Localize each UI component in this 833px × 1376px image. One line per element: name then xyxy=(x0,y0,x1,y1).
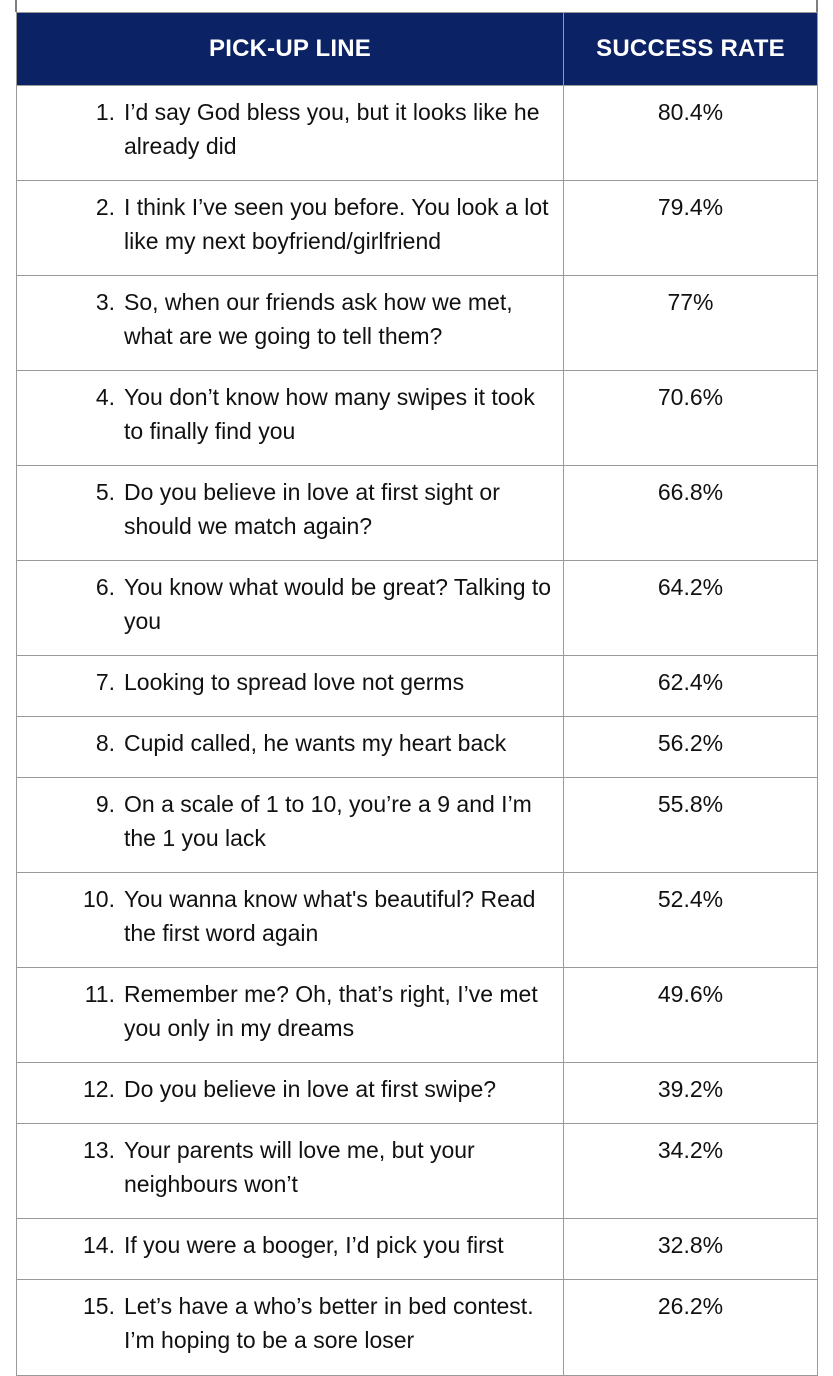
pickup-line-text: On a scale of 1 to 10, you’re a 9 and I’m the 1 you lack xyxy=(124,791,532,851)
pickup-line-text: Your parents will love me, but your neighbours won’t xyxy=(124,1137,475,1197)
row-number: 2. xyxy=(95,194,115,220)
table-row xyxy=(17,1124,818,1219)
table-row xyxy=(17,371,818,466)
success-rate-cell: 32.8% xyxy=(564,1219,818,1280)
row-number: 3. xyxy=(95,289,115,315)
pickup-line-text: Let’s have a who’s better in bed contest. I’m hoping to be a sore loser xyxy=(124,1293,534,1353)
header-row xyxy=(17,13,818,86)
pickup-line-cell xyxy=(17,778,564,873)
pickup-line-cell xyxy=(17,1124,564,1219)
pickup-line-text: Remember me? Oh, that’s right, I’ve met you only in my dreams xyxy=(124,981,538,1041)
pickup-line-cell xyxy=(17,717,564,778)
header-success-rate: SUCCESS RATE xyxy=(564,13,818,86)
success-rate-cell: 49.6% xyxy=(564,968,818,1063)
pickup-line-cell xyxy=(17,181,564,276)
row-number: 10. xyxy=(83,886,115,912)
table-row xyxy=(17,86,818,181)
pickup-line-cell xyxy=(17,86,564,181)
row-number: 14. xyxy=(83,1232,115,1258)
header-pickup-line: PICK-UP LINE xyxy=(17,13,564,86)
pickup-lines-table xyxy=(16,12,818,1376)
pickup-line-cell xyxy=(17,968,564,1063)
pickup-line-text: Do you believe in love at first sight or should we match again? xyxy=(124,479,500,539)
table-row xyxy=(17,1063,818,1124)
table-row xyxy=(17,968,818,1063)
pickup-line-cell xyxy=(17,873,564,968)
pickup-line-text: You wanna know what's beautiful? Read the first word again xyxy=(124,886,536,946)
pickup-line-cell xyxy=(17,561,564,656)
pickup-line-cell xyxy=(17,466,564,561)
table-row xyxy=(17,873,818,968)
row-number: 13. xyxy=(83,1137,115,1163)
table-row xyxy=(17,778,818,873)
row-number: 8. xyxy=(95,730,115,756)
pickup-line-cell xyxy=(17,1280,564,1376)
success-rate-cell: 62.4% xyxy=(564,656,818,717)
pickup-line-text: You don’t know how many swipes it took to finally find you xyxy=(124,384,535,444)
pickup-line-text: You know what would be great? Talking to you xyxy=(124,574,552,634)
pickup-line-text: So, when our friends ask how we met, what are we going to tell them? xyxy=(124,289,513,349)
table-row xyxy=(17,1219,818,1280)
pickup-line-text: I think I’ve seen you before. You look a lot like my next boyfriend/girlfriend xyxy=(124,194,549,254)
page-edge-right xyxy=(816,0,818,12)
success-rate-cell: 77% xyxy=(564,276,818,371)
table-header xyxy=(17,13,818,86)
pickup-line-cell xyxy=(17,1219,564,1280)
table-row xyxy=(17,276,818,371)
success-rate-cell: 52.4% xyxy=(564,873,818,968)
success-rate-cell: 56.2% xyxy=(564,717,818,778)
success-rate-cell: 80.4% xyxy=(564,86,818,181)
table-row xyxy=(17,561,818,656)
row-number: 11. xyxy=(84,981,115,1007)
pickup-line-cell xyxy=(17,656,564,717)
pickup-line-cell xyxy=(17,371,564,466)
pickup-line-text: If you were a booger, I’d pick you first xyxy=(124,1232,504,1258)
table-body xyxy=(17,86,818,1376)
row-number: 15. xyxy=(83,1293,115,1319)
pickup-line-text: I’d say God bless you, but it looks like he already did xyxy=(124,99,540,159)
row-number: 7. xyxy=(95,669,115,695)
table-row xyxy=(17,656,818,717)
row-number: 6. xyxy=(95,574,115,600)
row-number: 4. xyxy=(95,384,115,410)
success-rate-cell: 64.2% xyxy=(564,561,818,656)
pickup-line-text: Looking to spread love not germs xyxy=(124,669,465,695)
row-number: 5. xyxy=(95,479,115,505)
success-rate-cell: 39.2% xyxy=(564,1063,818,1124)
table-row xyxy=(17,181,818,276)
pickup-line-text: Do you believe in love at first swipe? xyxy=(124,1076,497,1102)
success-rate-cell: 34.2% xyxy=(564,1124,818,1219)
table-row xyxy=(17,717,818,778)
row-number: 12. xyxy=(83,1076,115,1102)
success-rate-cell: 79.4% xyxy=(564,181,818,276)
pickup-line-text: Cupid called, he wants my heart back xyxy=(124,730,507,756)
success-rate-cell: 70.6% xyxy=(564,371,818,466)
success-rate-cell: 26.2% xyxy=(564,1280,818,1376)
row-number: 1. xyxy=(95,99,115,125)
success-rate-cell: 55.8% xyxy=(564,778,818,873)
page-edge-left xyxy=(15,0,17,12)
row-number: 9. xyxy=(95,791,115,817)
pickup-line-cell xyxy=(17,1063,564,1124)
pickup-line-cell xyxy=(17,276,564,371)
table-row xyxy=(17,466,818,561)
table-row xyxy=(17,1280,818,1376)
success-rate-cell: 66.8% xyxy=(564,466,818,561)
